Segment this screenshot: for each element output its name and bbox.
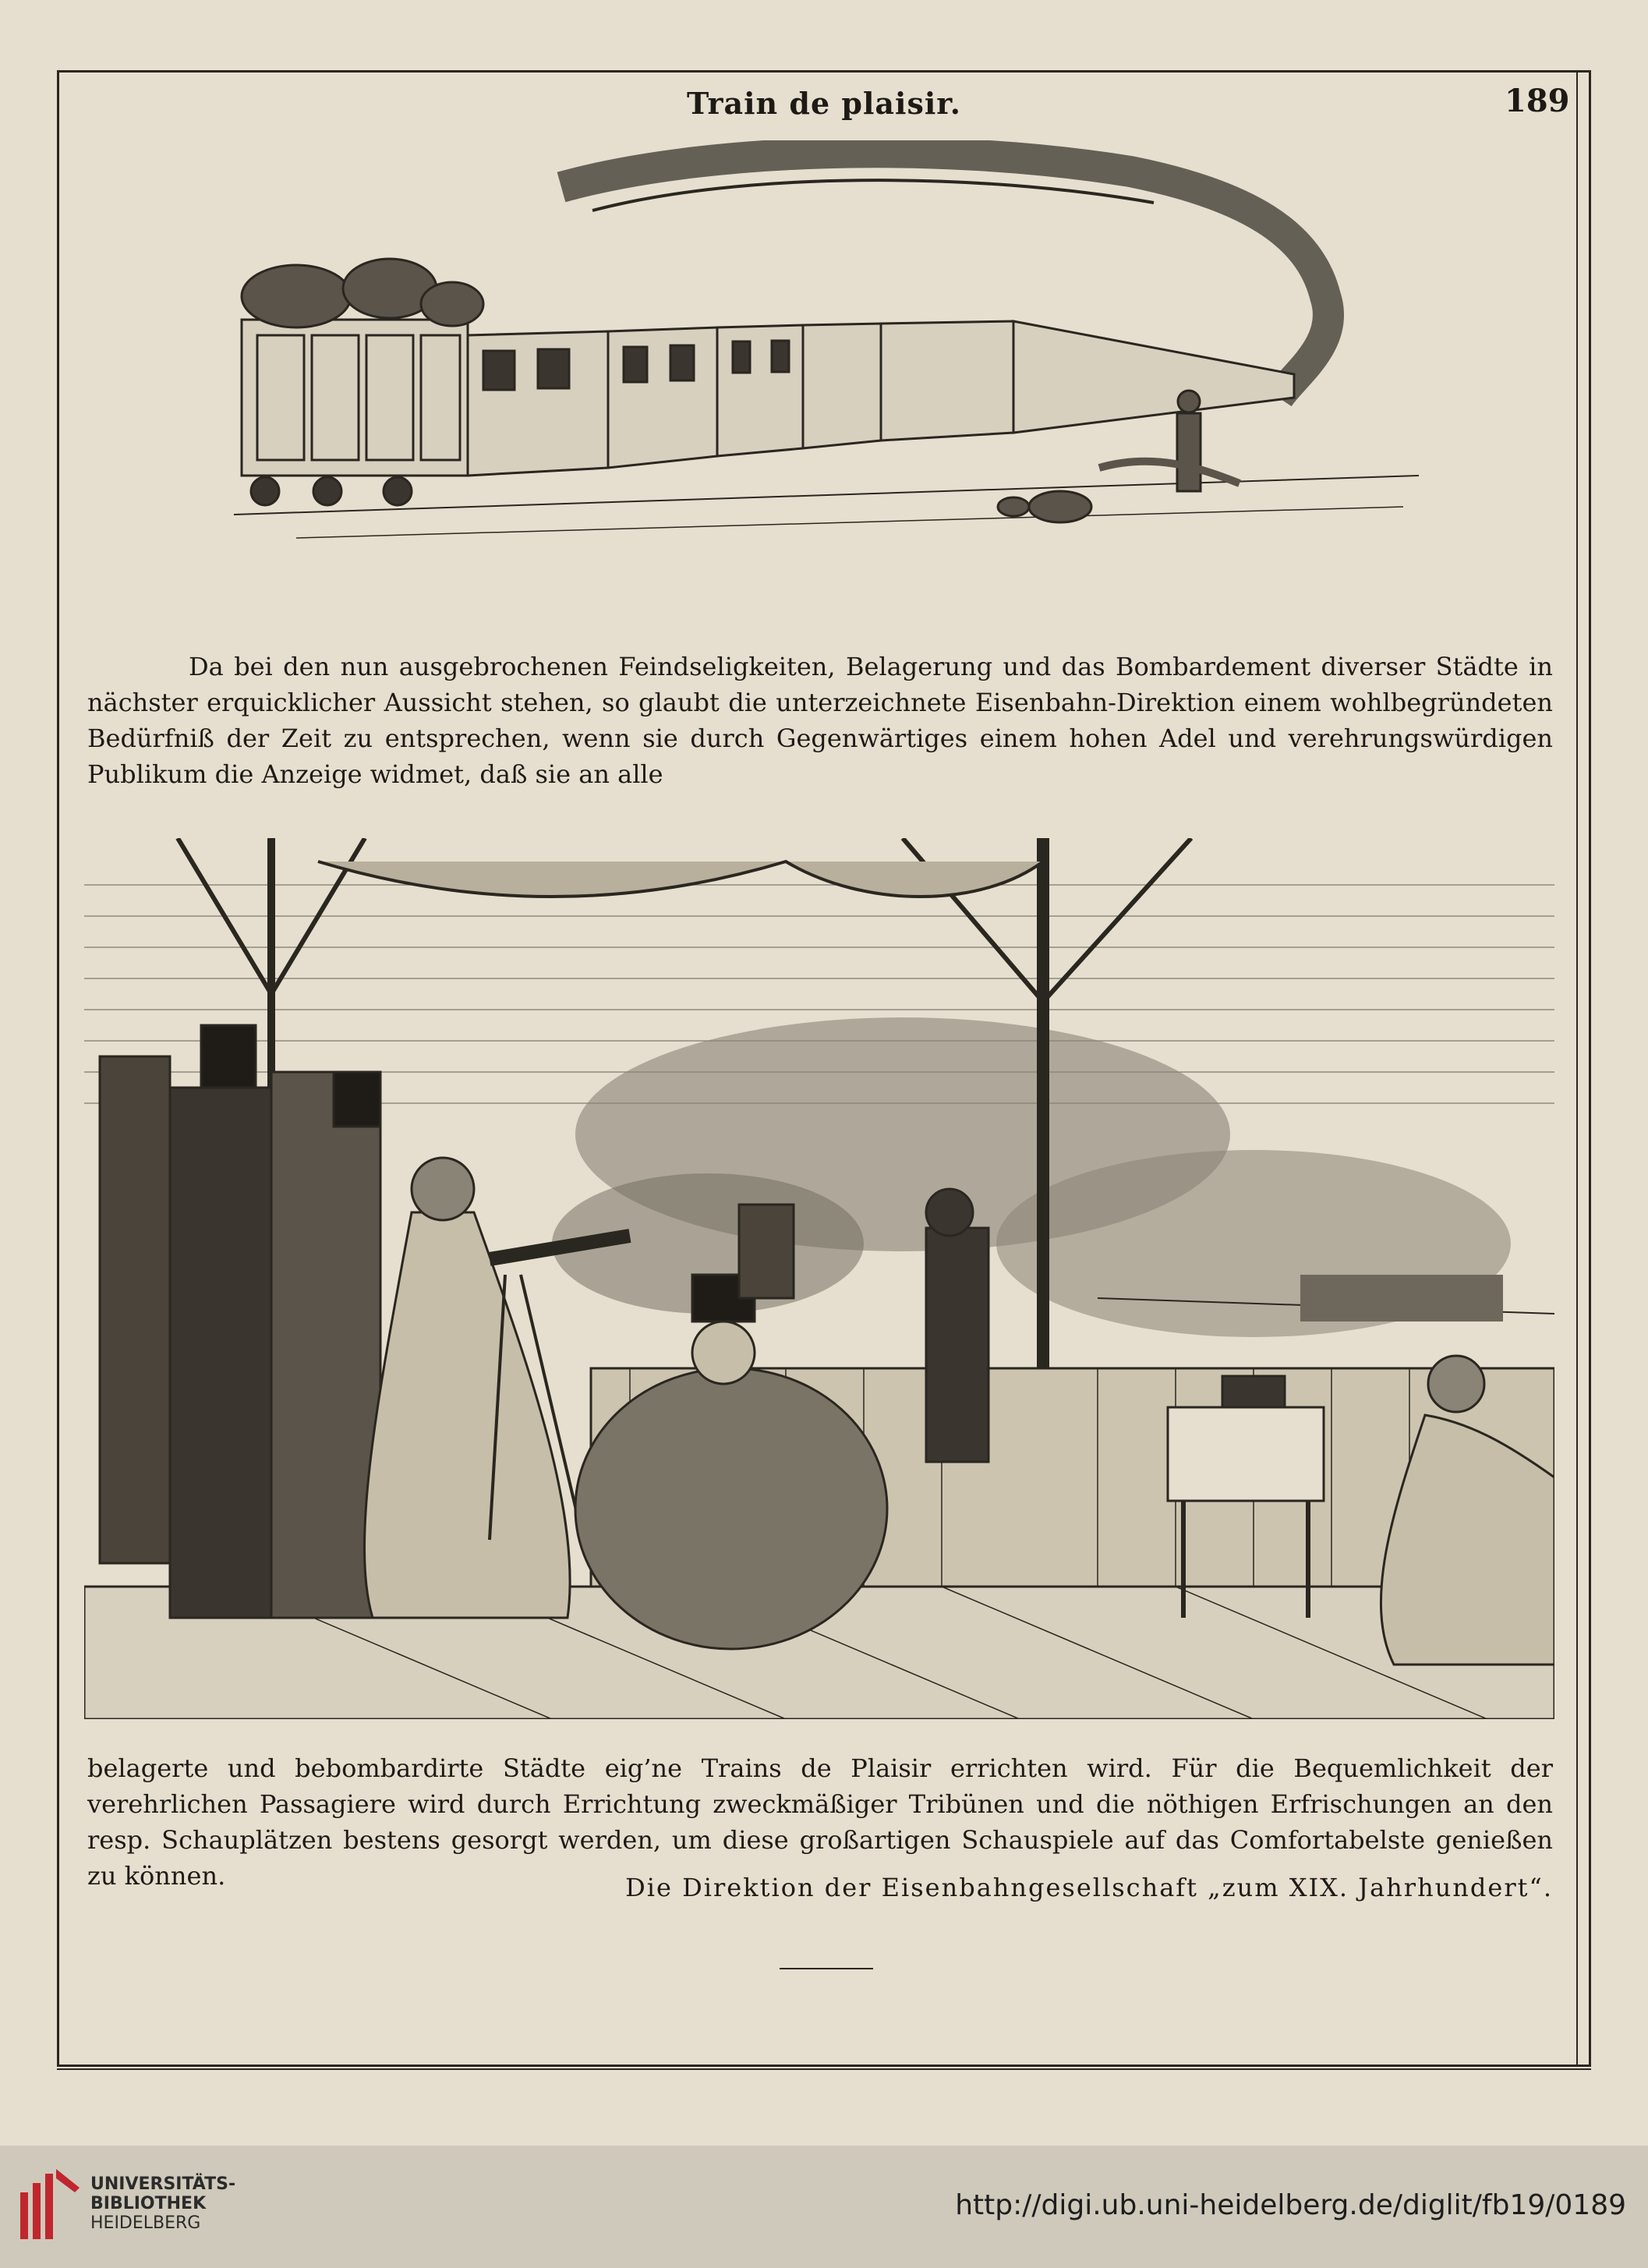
train-illustration xyxy=(234,140,1419,577)
signature-line: Die Direktion der Eisenbahngesellschaft „zum XIX. Jahrhundert“. xyxy=(625,1873,1553,1902)
paragraph-bottom: belagerte und bebombardirte Städte eig’ne Trains de Plaisir errichten wird. Für die Bequemlichkeit der verehrlichen Passagiere wird durch Errichtung zweckmäßiger Tribünen und die nöthigen Erfrischungen an den resp. Schauplätzen bestens gesorgt werden, um diese großartigen Schauspiele auf das Comfortabelste genießen zu können. xyxy=(87,1753,1553,1891)
paragraph-top: Da bei den nun ausgebrochenen Feindseligkeiten, Belagerung und das Bombardement diverser Städte in nächster erquicklicher Aussicht stehen, so glaubt die unterzeichnete Eisenbahn-Direktion einem wohlbegründeten Bedürfniß der Zeit zu entsprechen, wenn sie durch Gegenwärtiges einem hohen Adel und verehrungswürdigen Publikum die Anzeige widmet, daß sie an alle xyxy=(87,652,1553,789)
library-name-line: BIBLIOTHEK xyxy=(90,2194,207,2213)
bottom-rule xyxy=(57,2068,1591,2070)
university-library-logo-icon xyxy=(17,2169,80,2244)
page-number: 189 xyxy=(1505,83,1570,119)
end-rule xyxy=(780,1968,873,1969)
tribune-illustration xyxy=(84,838,1554,1719)
library-name-line: HEIDELBERG xyxy=(90,2213,201,2233)
source-url-link[interactable]: http://digi.ub.uni-heidelberg.de/diglit/fb19/0189 xyxy=(955,2189,1626,2221)
library-name-line: UNIVERSITÄTS- xyxy=(90,2174,236,2194)
library-name xyxy=(90,2174,278,2233)
page-title: Train de plaisir. xyxy=(686,86,962,121)
frame-rule xyxy=(1576,73,1578,2065)
